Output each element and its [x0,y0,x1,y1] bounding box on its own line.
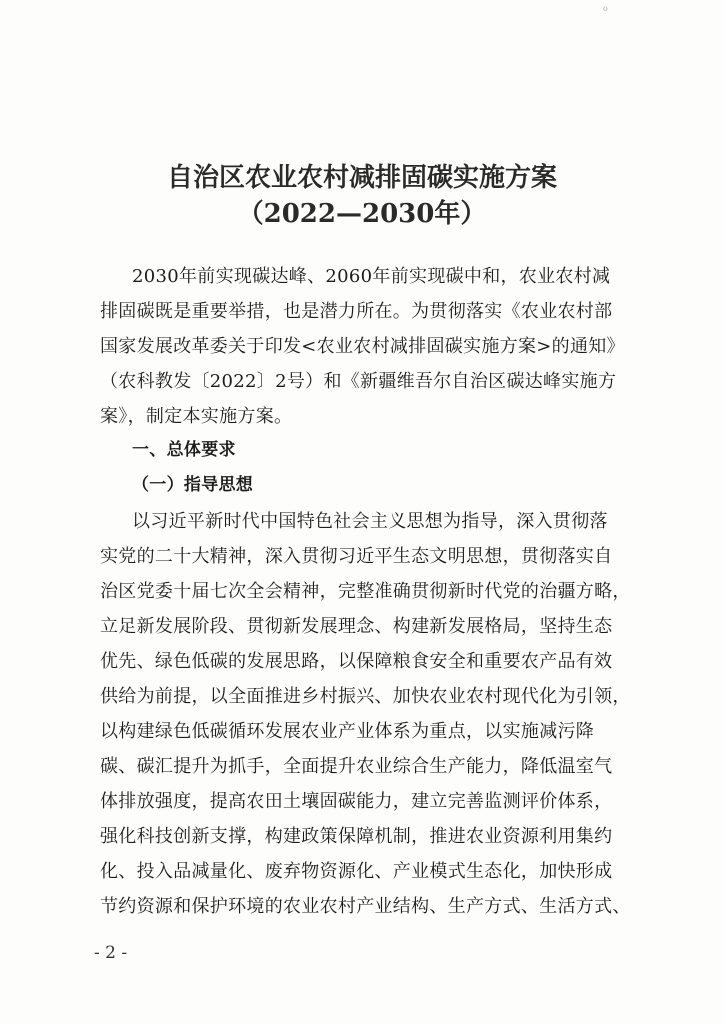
body-line: 供给为前提，以全面推进乡村振兴、加快农业农村现代化为引领， [100,686,631,707]
body-line: 以构建绿色低碳循环发展农业产业体系为重点，以实施减污降 [100,721,595,742]
body-line: 国家发展改革委关于印发<农业农村减排固碳实施方案>的通知》 [100,336,625,357]
document-subtitle-years: （2022—2030年） [237,199,487,229]
scan-mark: o [603,4,608,13]
body-line: 立足新发展阶段、贯彻新发展理念、构建新发展格局，坚持生态 [100,616,613,637]
section-heading: 一、总体要求 [132,440,236,460]
document-title: 自治区农业农村减排固碳实施方案 [166,163,557,193]
body-line: （农科教发〔2022〕2号）和《新疆维吾尔自治区碳达峰实施方 [100,371,617,392]
body-line: 实党的二十大精神，深入贯彻习近平生态文明思想，贯彻落实自 [100,546,613,567]
body-line: 优先、绿色低碳的发展思路，以保障粮食安全和重要农产品有效 [100,651,613,672]
body-line: 2030年前实现碳达峰、2060年前实现碳中和，农业农村减 [132,266,611,287]
body-line: 节约资源和保护环境的农业农村产业结构、生产方式、生活方式、 [100,896,631,917]
body-line: 体排放强度，提高农田土壤固碳能力，建立完善监测评价体系， [100,791,613,812]
body-line: 案》，制定本实施方案。 [100,406,293,427]
body-line: 以习近平新时代中国特色社会主义思想为指导，深入贯彻落 [132,511,608,532]
body-line: 治区党委十届七次全会精神，完整准确贯彻新时代党的治疆方略， [100,581,631,602]
body-line: 强化科技创新支撑，构建政策保障机制，推进农业资源利用集约 [100,826,613,847]
body-line: 碳、碳汇提升为抓手，全面提升农业综合生产能力，降低温室气 [100,756,613,777]
body-line: 排固碳既是重要举措，也是潜力所在。为贯彻落实《农业农村部 [100,301,613,322]
subsection-heading: （一）指导思想 [132,475,254,495]
body-line: 化、投入品减量化、废弃物资源化、产业模式生态化，加快形成 [100,861,613,882]
page-number: - 2 - [94,943,128,963]
